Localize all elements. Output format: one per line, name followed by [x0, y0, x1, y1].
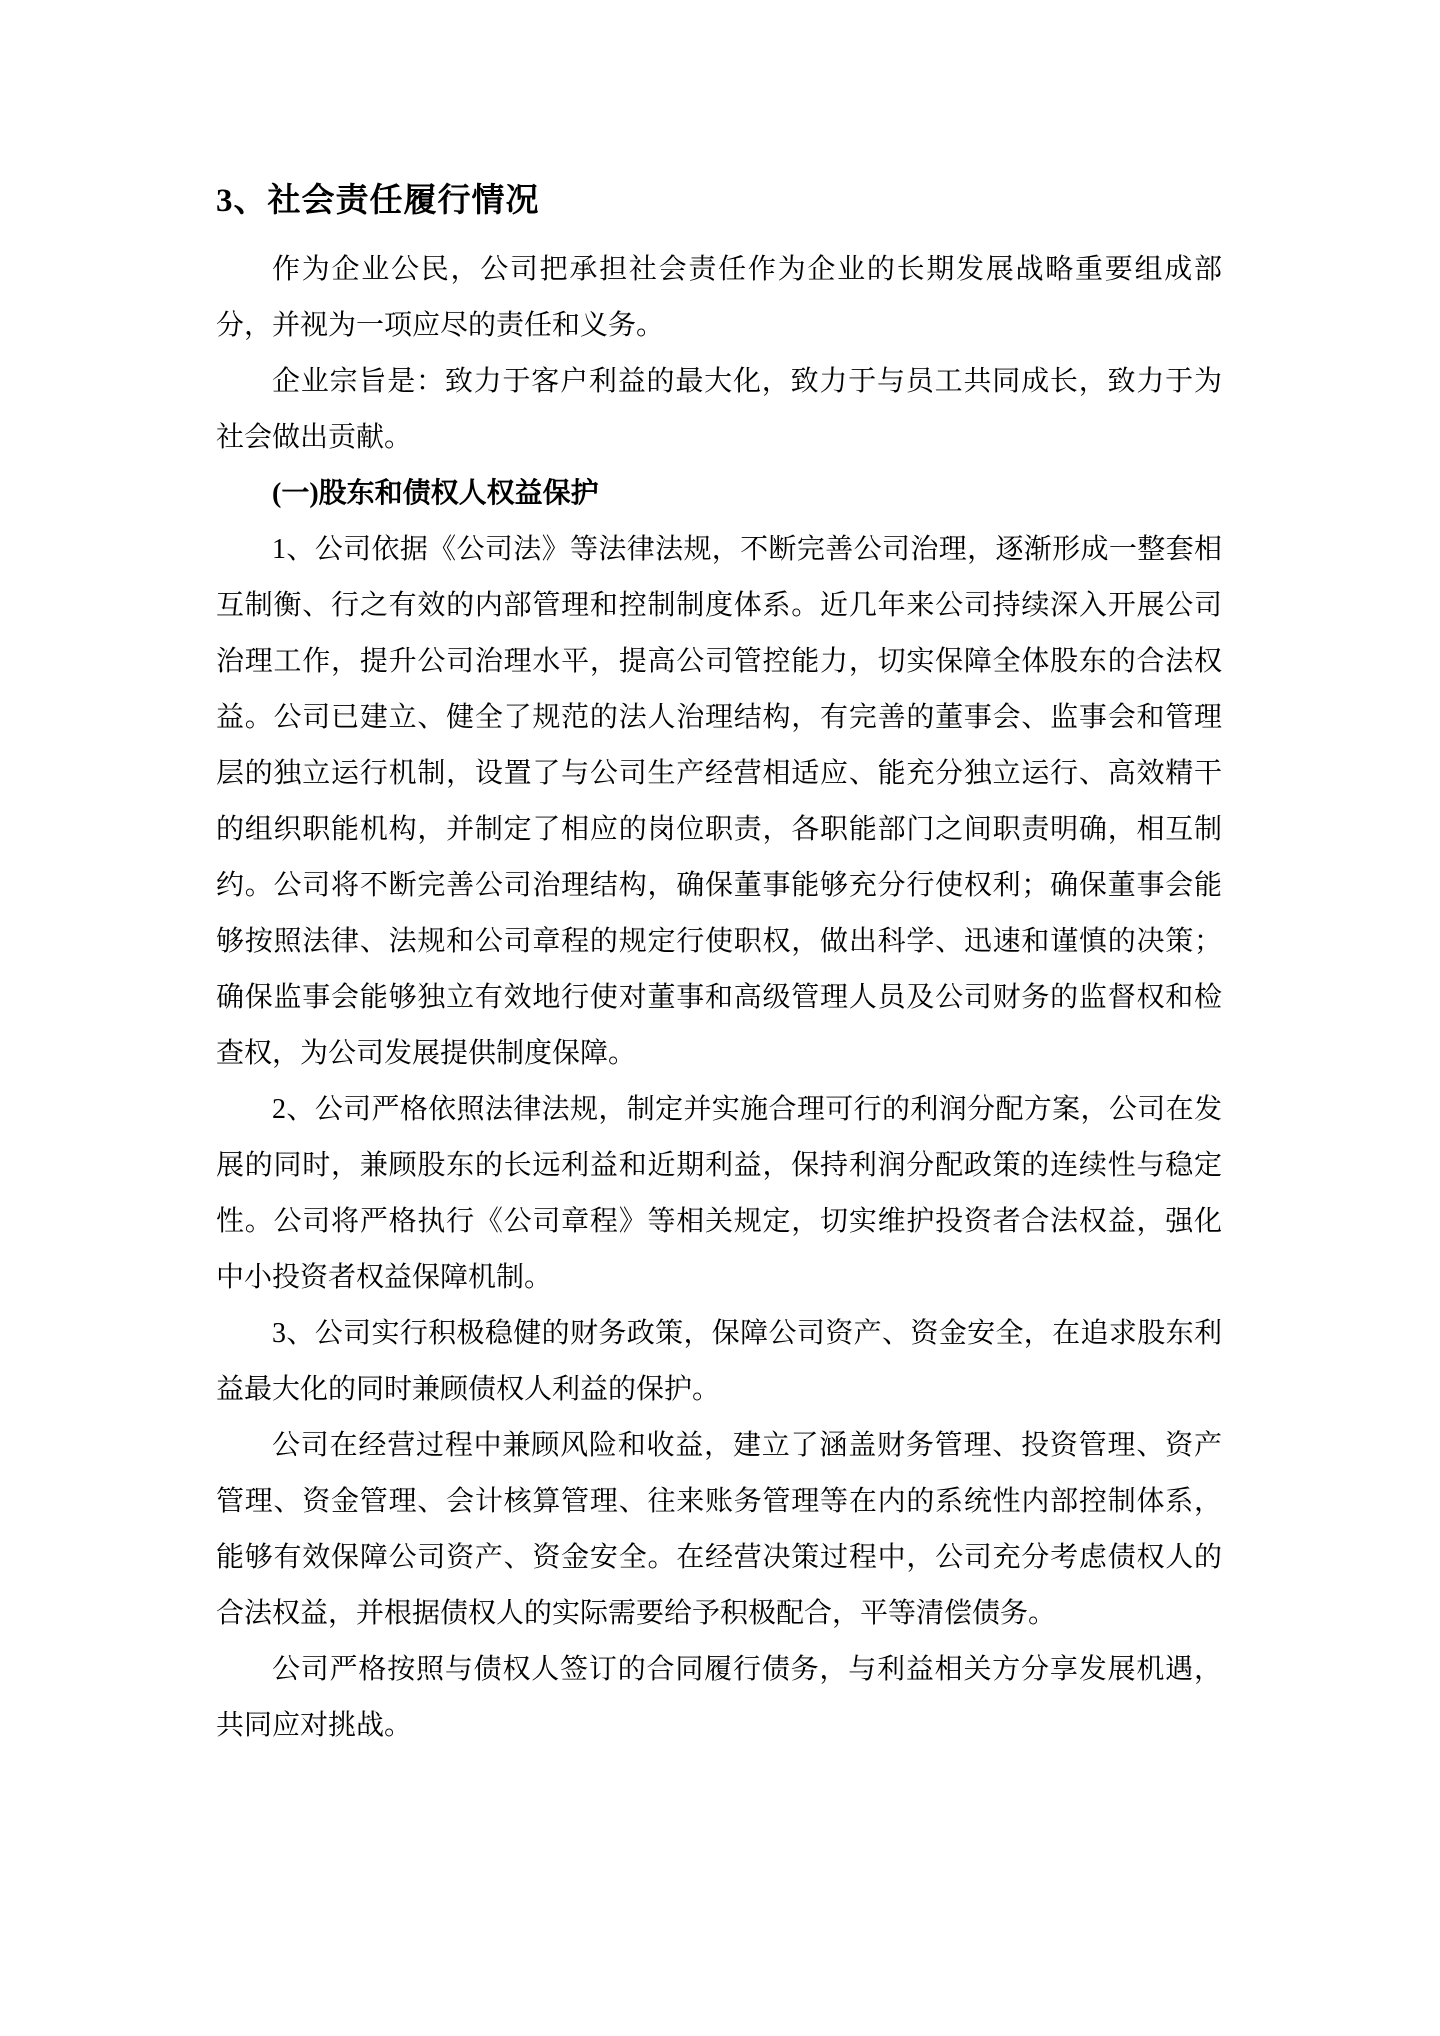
section-paragraph-2: 2、公司严格依照法律法规，制定并实施合理可行的利润分配方案，公司在发展的同时，兼顾股东的长远利益和近期利益，保持利润分配政策的连续性与稳定性。公司将严格执行《公司章程》等相关规定，切实维护投资者合法权益，强化中小投资者权益保障机制。 — [216, 1094, 1222, 1293]
intro-paragraph-1: 作为企业公民，公司把承担社会责任作为企业的长期发展战略重要组成部分，并视为一项应尽的责任和义务。 — [216, 254, 1222, 341]
section-paragraph-1: 1、公司依据《公司法》等法律法规，不断完善公司治理，逐渐形成一整套相互制衡、行之有效的内部管理和控制制度体系。近几年来公司持续深入开展公司治理工作，提升公司治理水平，提高公司管控能力，切实保障全体股东的合法权益。公司已建立、健全了规范的法人治理结构，有完善的董事会、监事会和管理层的独立运行机制，设置了与公司生产经营相适应、能充分独立运行、高效精干的组织职能机构，并制定了相应的岗位职责，各职能部门之间职责明确，相互制约。公司将不断完善公司治理结构，确保董事能够充分行使权利；确保董事会能够按照法律、法规和公司章程的规定行使职权，做出科学、迅速和谨慎的决策；确保监事会能够独立有效地行使对董事和高级管理人员及公司财务的监督权和检查权，为公司发展提供制度保障。 — [216, 534, 1222, 1069]
section-paragraph-5: 公司严格按照与债权人签订的合同履行债务，与利益相关方分享发展机遇，共同应对挑战。 — [216, 1654, 1222, 1741]
intro-paragraph-2: 企业宗旨是：致力于客户利益的最大化，致力于与员工共同成长，致力于为社会做出贡献。 — [216, 366, 1222, 453]
document-content — [216, 176, 1222, 1754]
section-paragraph-3: 3、公司实行积极稳健的财务政策，保障公司资产、资金安全，在追求股东利益最大化的同时兼顾债权人利益的保护。 — [216, 1318, 1222, 1405]
page-heading: 3、社会责任履行情况 — [216, 183, 540, 219]
section-paragraph-4: 公司在经营过程中兼顾风险和收益，建立了涵盖财务管理、投资管理、资产管理、资金管理、会计核算管理、往来账务管理等在内的系统性内部控制体系，能够有效保障公司资产、资金安全。在经营决策过程中，公司充分考虑债权人的合法权益，并根据债权人的实际需要给予积极配合，平等清偿债务。 — [216, 1430, 1222, 1629]
section-heading: (一)股东和债权人权益保护 — [272, 478, 599, 509]
